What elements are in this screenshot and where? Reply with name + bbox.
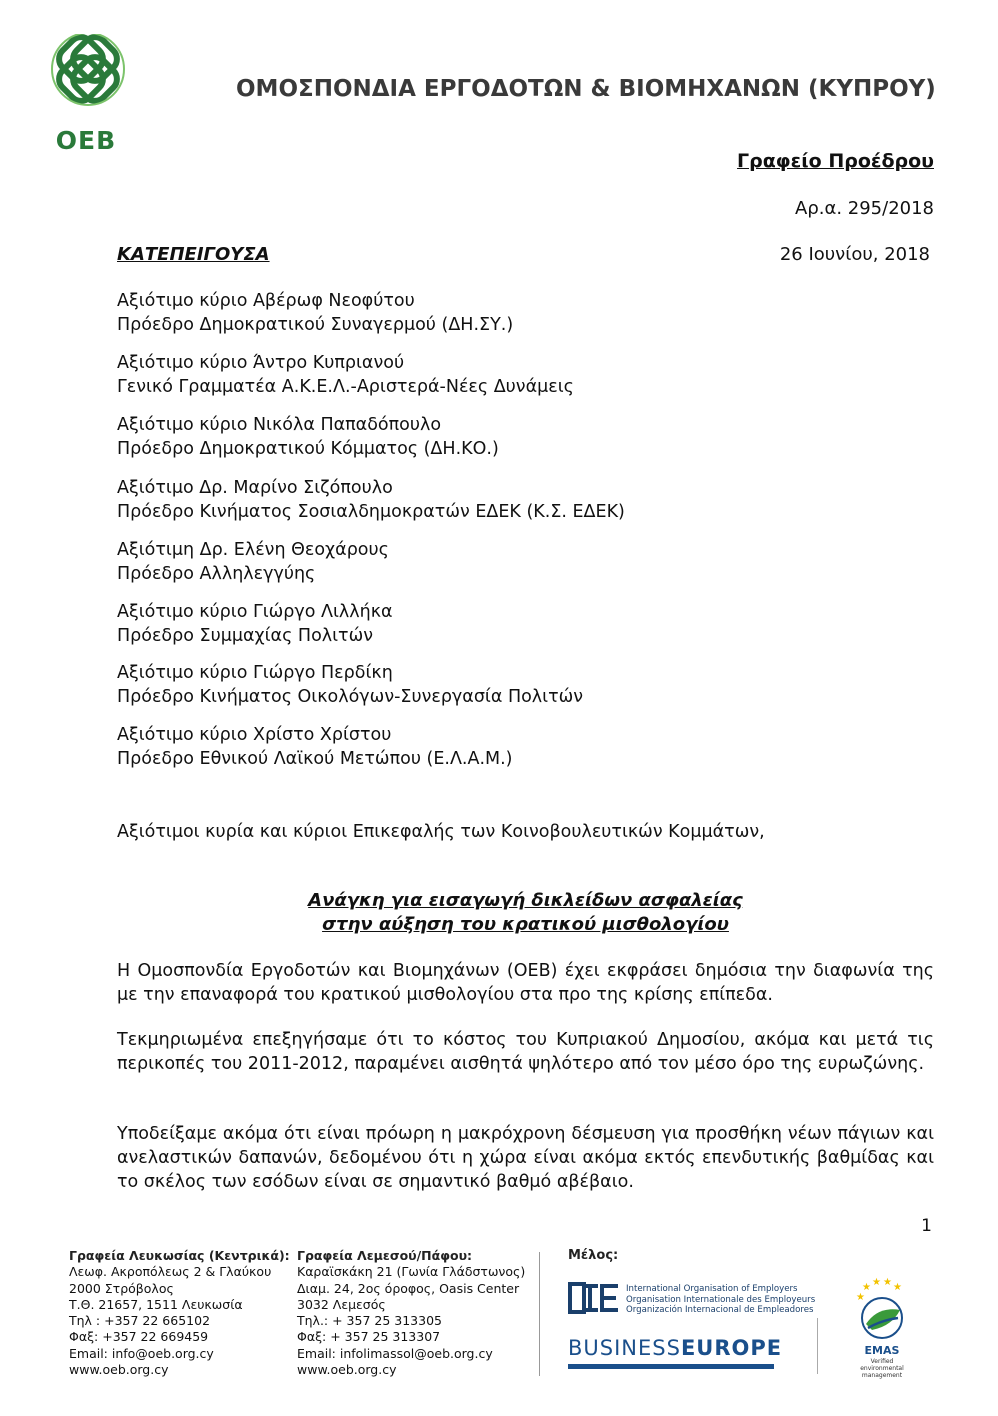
footer-line: 3032 Λεμεσός <box>297 1296 386 1312</box>
ioe-logo <box>568 1280 622 1320</box>
ioe-names <box>626 1284 815 1316</box>
addressee-name: Αξιότιμο κύριο Αβέρωφ Νεοφύτου <box>117 291 415 311</box>
footer-fax: Φαξ: + 357 25 313307 <box>297 1329 441 1345</box>
letter-date: 26 Ιουνίου, 2018 <box>779 244 930 265</box>
logo-text: OEB <box>55 126 117 155</box>
body-paragraph: Η Ομοσπονδία Εργοδοτών και Βιομηχάνων (ΟΕΒ) έχει εκφράσει δημόσια την διαφωνία της με την επαναφορά του κρατικού μισθολογίου στα προ της κρίσης επίπεδα. <box>117 961 934 1005</box>
svg-text:★: ★ <box>872 1277 881 1288</box>
footer-line: 2000 Στρόβολος <box>69 1280 174 1296</box>
footer-heading: Γραφεία Λεμεσού/Πάφου: <box>297 1248 473 1263</box>
addressee-name: Αξιότιμο κύριο Γιώργο Λιλλήκα <box>117 602 393 622</box>
emas-subtitle <box>848 1358 916 1379</box>
footer-line: Τ.Θ. 21657, 1511 Λευκωσία <box>69 1296 243 1312</box>
footer-email[interactable]: Email: info@oeb.org.cy <box>69 1345 214 1361</box>
addressee-block <box>117 538 389 586</box>
member-label: Μέλος: <box>568 1248 619 1263</box>
addressee-title: Πρόεδρο Κινήματος Σοσιαλδημοκρατών ΕΔΕΚ (Κ.Σ. ΕΔΕΚ) <box>117 502 625 522</box>
addressee-name: Αξιότιμη Δρ. Ελένη Θεοχάρους <box>117 540 389 560</box>
footer-limassol-office <box>297 1248 525 1378</box>
subject-line: στην αύξηση του κρατικού μισθολογίου <box>322 914 729 935</box>
businesseurope-logo <box>568 1336 782 1360</box>
ioe-emblem-icon <box>568 1280 622 1316</box>
emas-emblem-icon <box>848 1276 916 1340</box>
ioe-name-fr: Organisation Internationale des Employeurs <box>626 1294 816 1305</box>
addressee-name: Αξιότιμο κύριο Νικόλα Παπαδόπουλο <box>117 415 442 435</box>
addressee-title: Πρόεδρο Δημοκρατικού Συναγερμού (ΔΗ.ΣΥ.) <box>117 315 514 335</box>
emas-sub-line: Verified <box>870 1358 894 1365</box>
addressee-title: Πρόεδρο Εθνικού Λαϊκού Μετώπου (Ε.Λ.Α.Μ.) <box>117 749 513 769</box>
footer-nicosia-office <box>69 1248 290 1378</box>
emas-sub-line: management <box>861 1372 903 1379</box>
addressee-block <box>117 723 513 771</box>
reference-number: Αρ.α. 295/2018 <box>795 198 934 219</box>
urgent-label: ΚΑΤΕΠΕΙΓΟΥΣΑ <box>117 244 270 265</box>
footer-phone: Τηλ.: + 357 25 313305 <box>297 1313 442 1329</box>
addressee-block <box>117 476 625 524</box>
footer-email[interactable]: Email: infolimassol@oeb.org.cy <box>297 1345 493 1361</box>
office-heading: Γραφείο Προέδρου <box>737 150 934 172</box>
addressee-name: Αξιότιμο κύριο Χρίστο Χρίστου <box>117 725 392 745</box>
footer-divider <box>817 1318 818 1374</box>
emas-label: EMAS <box>864 1344 900 1357</box>
emas-sub-line: environmental <box>860 1365 904 1372</box>
footer-line: Διαμ. 24, 2ος όροφος, Oasis Center <box>297 1280 520 1296</box>
addressee-name: Αξιότιμο κύριο Άντρο Κυπριανού <box>117 353 405 373</box>
addressee-block <box>117 600 393 648</box>
addressee-block <box>117 289 513 337</box>
svg-text:★: ★ <box>856 1292 865 1303</box>
addressee-title: Πρόεδρο Κινήματος Οικολόγων-Συνεργασία Πολιτών <box>117 687 584 707</box>
ioe-name-en: International Organisation of Employers <box>626 1284 798 1294</box>
body-paragraph: Υποδείξαμε ακόμα ότι είναι πρόωρη η μακρόχρονη δέσμευση για προσθήκη νέων πάγιων και ανελαστικών δαπανών, δεδομένου ότι η χώρα είναι ακόμα εκτός επενδυτικής βαθμίδας και το σκέλος των εσόδων είναι σε σημαντικό βαθμό αβέβαιο. <box>117 1124 934 1192</box>
businesseurope-part1: BUSINESS <box>568 1336 681 1360</box>
addressee-name: Αξιότιμο κύριο Γιώργο Περδίκη <box>117 663 393 683</box>
addressee-name: Αξιότιμο Δρ. Μαρίνο Σιζόπουλο <box>117 478 393 498</box>
svg-text:★: ★ <box>893 1282 902 1293</box>
addressee-title: Γενικό Γραμματέα Α.Κ.Ε.Λ.-Αριστερά-Νέες Δυνάμεις <box>117 377 574 397</box>
oeb-logo <box>38 34 138 154</box>
emas-logo <box>848 1276 916 1344</box>
addressee-block <box>117 351 574 399</box>
addressee-title: Πρόεδρο Δημοκρατικού Κόμματος (ΔΗ.ΚΟ.) <box>117 439 499 459</box>
addressee-block <box>117 413 499 461</box>
svg-text:★: ★ <box>862 1282 871 1293</box>
ioe-name-es: Organización Internacional de Empleadores <box>626 1305 814 1315</box>
footer-heading: Γραφεία Λευκωσίας (Κεντρικά): <box>69 1248 290 1263</box>
footer-website[interactable]: www.oeb.org.cy <box>297 1362 397 1378</box>
footer-phone: Τηλ : +357 22 665102 <box>69 1313 211 1329</box>
salutation: Αξιότιμοι κυρία και κύριοι Επικεφαλής των Κοινοβουλευτικών Κομμάτων, <box>117 822 765 842</box>
page-number: 1 <box>921 1216 932 1236</box>
footer-divider <box>539 1252 540 1376</box>
footer-fax: Φαξ: +357 22 669459 <box>69 1329 209 1345</box>
subject-line: Ανάγκη για εισαγωγή δικλείδων ασφαλείας <box>308 890 743 911</box>
body-paragraph: Τεκμηριωμένα επεξηγήσαμε ότι το κόστος του Κυπριακού Δημοσίου, ακόμα και μετά τις περικοπές του 2011-2012, παραμένει αισθητά ψηλότερο από τον μέσο όρο της ευρωζώνης. <box>117 1030 934 1074</box>
footer-website[interactable]: www.oeb.org.cy <box>69 1362 169 1378</box>
addressee-title: Πρόεδρο Αλληλεγγύης <box>117 564 316 584</box>
businesseurope-part2: EUROPE <box>680 1336 783 1360</box>
svg-text:★: ★ <box>883 1277 892 1288</box>
addressee-title: Πρόεδρο Συμμαχίας Πολιτών <box>117 626 374 646</box>
organization-title: ΟΜΟΣΠΟΝΔΙΑ ΕΡΓΟΔΟΤΩΝ & ΒΙΟΜΗΧΑΝΩΝ (ΚΥΠΡΟΥ) <box>236 76 936 102</box>
subject-heading <box>117 889 934 937</box>
oeb-knot-icon <box>38 34 138 130</box>
footer-line: Λεωφ. Ακροπόλεως 2 & Γλαύκου <box>69 1264 272 1280</box>
addressee-block <box>117 661 583 709</box>
footer-line: Καραϊσκάκη 21 (Γωνία Γλάδστωνος) <box>297 1264 526 1280</box>
businesseurope-bar <box>568 1364 774 1369</box>
